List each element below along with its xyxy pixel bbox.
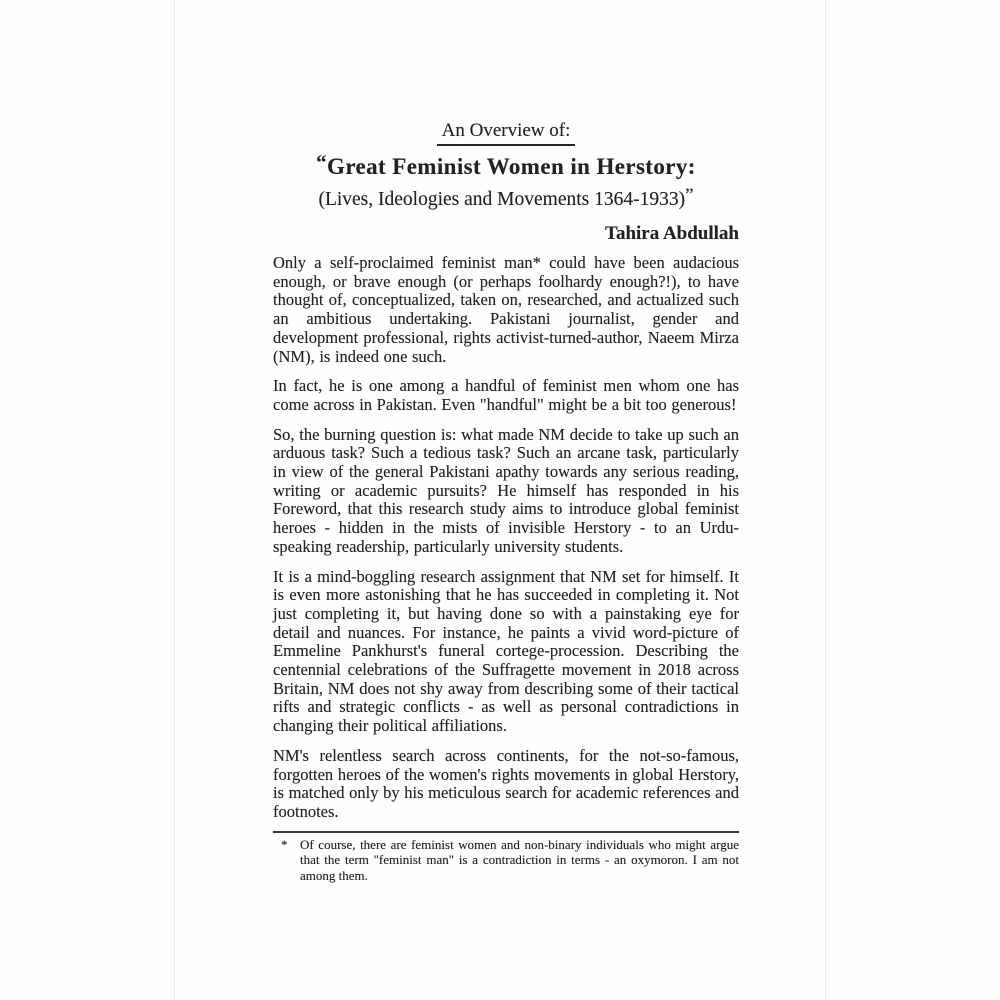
paragraph: In fact, he is one among a handful of feminist men whom one has come across in Pakistan. Even "handful" might be a bit too generous! xyxy=(273,376,739,414)
book-subtitle-text: (Lives, Ideologies and Movements 1364-1933) xyxy=(318,189,686,210)
footnote xyxy=(273,837,739,884)
author-name: Tahira Abdullah xyxy=(605,223,739,244)
book-title-text: Great Feminist Women in Herstory: xyxy=(327,154,696,179)
opening-quote-mark: “ xyxy=(316,150,328,174)
paragraph: It is a mind-boggling research assignment that NM set for himself. It is even more astonishing that he has succeeded in completing it. Not just completing it, but having done so with a painstaking eye for detail and nuances. For instance, he paints a vivid word-picture of Emmeline Pankhurst's funeral cortege-procession. Describing the centennial celebrations of the Suffragette movement in 2018 across Britain, NM does not shy away from describing some of their tactical rifts and strategic conflicts - as well as personal contradictions in changing their political affiliations. xyxy=(273,566,739,736)
paragraph: Only a self-proclaimed feminist man* could have been audacious enough, or brave enough (or perhaps foolhardy enough?!), to have thought of, conceptualized, taken on, researched, and actualized such an ambitious undertaking. Pakistani journalist, gender and development professional, rights activist-turned-author, Naeem Mirza (NM), is indeed one such. xyxy=(273,253,739,366)
overline-wrap xyxy=(273,120,739,146)
overview-overline: An Overview of: xyxy=(437,120,576,146)
footnote-block xyxy=(273,831,739,884)
scanned-document-page xyxy=(174,0,826,1000)
book-subtitle xyxy=(273,182,739,214)
article-body xyxy=(273,254,739,822)
title-block xyxy=(273,120,739,245)
closing-quote-mark: ” xyxy=(685,185,694,206)
footnote-marker: * xyxy=(281,836,288,852)
footnote-divider xyxy=(273,831,739,833)
book-title xyxy=(273,147,739,182)
paragraph: NM's relentless search across continents, for the not-so-famous, forgotten heroes of the women's rights movements in global Herstory, is matched only by his meticulous search for academic references and footnotes. xyxy=(273,745,739,821)
page-content xyxy=(273,0,739,884)
footnote-text: Of course, there are feminist women and non-binary individuals who might argue that the term "feminist man" is a contradiction in terms - an oxymoron. I am not among them. xyxy=(300,836,739,884)
paragraph: So, the burning question is: what made NM decide to take up such an arduous task? Such a tedious task? Such an arcane task, particularly in view of the general Pakistani apathy towards any serious reading, writing or academic pursuits? He himself has responded in his Foreword, that this research study aims to introduce global feminist heroes - hidden in the mists of invisible Herstory - to an Urdu-speaking readership, particularly university students. xyxy=(273,424,739,556)
